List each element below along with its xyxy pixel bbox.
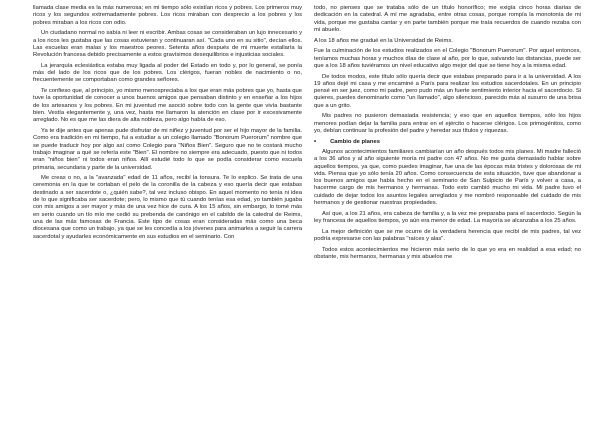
- paragraph: todo, no pienses que se trataba sólo de un título honorífico; me exigía cinco horas diarias de dedicación en la catedral. A mí me agradaba, entre otras cosas, porque rompía la monotonía de mi vida, porque me gustaba cantar y en parte también porque me traía recuerdos de cuando rezaba con mi abuelo.: [314, 5, 581, 33]
- paragraph: Me creas o no, a la "avanzada" edad de 11 años, recibí la tonsura. Te lo explico. Se trata de una ceremonia en la que te cortaban el pelo de la coronilla de la cabeza y eso quería decir que estabas destinado a ser sacerdote o, ¿quién sabe?, tal vez incluso obispo. En aquel momento no tenía ni idea de lo que significaba ser sacerdote; pero, lo mismo que tú cuando tenías esa edad, yo también jugaba con mis amigos a ser mayor y más de una vez hice de cura. A los 15 años, sin embargo, lo tomé más en serio cuando un tío mío me cedió su prebenda de canónigo en el cabildo de la catedral de Reims, una de las más famosas de Francia. Este tipo de cosas eran consideradas más como una beca diocesana que como un trabajo, ya que se les concedía a los jóvenes para animarles a seguir la carrera sacerdotal y ayudarles económicamente en sus estudios en el seminario. Con: [33, 175, 302, 240]
- paragraph: Fue la culminación de los estudios realizados en el Colegio "Bonorum Puerorum". Por aquel entonces, teníamos muchas horas y muchos días de clase al año, por lo que, salvando las distancias, puede ser que a los 18 años tuviéramos un nivel educativo algo mejor del que se tiene hoy a la misma edad.: [314, 48, 581, 69]
- bullet-icon: •: [314, 138, 317, 145]
- paragraph: Así que, a los 21 años, era cabeza de familia y, a la vez me preparaba para el sacerdocio. Según la ley francesa de aquellos tiempos, yo aún era menor de edad. La mayoría se alcanzaba a los 25 años.: [314, 210, 581, 225]
- left-column: [33, 5, 302, 244]
- paragraph: Te confieso que, al principio, yo mismo menospreciaba a los que eran más pobres que yo, hasta que tuve la oportunidad de conocer a unos buenos amigos que pensaban distinto y en enseñar a los hijos de los artesanos y los pobres. En mi juventud me asoció sobre todo con la gente que vivía bastante bien. Vestía elegantemente y, una vez, hasta me llamaron la atención en clase por ir excesivamente arreglado. No es que me las diera de alta nobleza, pero algo había de eso.: [33, 88, 302, 124]
- section-heading: [314, 139, 581, 146]
- paragraph: Un ciudadano normal no sabía ni leer ni escribir. Ambas cosas se consideraban un lujo innecesario y a los ricos les gustaba que las cosas estuvieran y continuaran así. "Cada uno en su sitio", decían ellos. Las escuelas eran malas y los maestros peores. Setenta años después de mi muerte estallaría la Revolución francesa debido precisamente a estos gravísimos desequilibrios e injusticias sociales.: [33, 30, 302, 59]
- paragraph: De todos modos, este título sólo quería decir que estabas preparado para ir a la universidad. A los 19 años dejé mi casa y me encaminé a París para realizar los estudios sacerdotales. En un principio pensé en ser juez, como mi padre, pero pudo más un fuerte sentimiento interior hacia el sacerdocio. Si quieres, puedes denominarlo como "un llamado", algo silencioso, parecido más al susurro de una brisa que a un grito.: [314, 73, 581, 109]
- paragraph: Todos estos acontecimientos me hicieron más serio de lo que yo era en realidad a esa edad; no obstante, mis hermanos, hermanas y mis abuelos me: [314, 246, 581, 261]
- right-column: [314, 5, 581, 265]
- paragraph: La jerarquía eclesiástica estaba muy ligada al poder del Estado en todo y, por lo general, se ponía más del lado de los ricos que de los pobres. Los clérigos, fueran nobles de nacimiento o no, frecuentemente se comportaban como grandes señores.: [33, 62, 302, 84]
- section-heading-text: Cambio de planes: [330, 138, 380, 145]
- paragraph: Algunos acontecimientos familiares cambiarían un año después todos mis planes. Mi madre falleció a los 36 años y al año siguiente moría mi padre con 47 años. No me gusta demasiado hablar sobre aquellos tiempos, ya que, como puedes imaginar, fue una de las épocas más tristes y dolorosas de mi vida. Piensa que yo sólo tenía 20 años. Como consecuencia de esta situación, tuve que abandonar a los buenos amigos que había hecho en el seminario de San Sulpicio de París y volver a casa, a hacerme cargo de mis hermanos y hermanas. Todo esto cambió mucho mi vida. Mi padre tuvo el cuidado de dejar todos los asuntos legales arreglados y me nombró responsable del cuidado de mis hermanos y de gestionar nuestras propiedades.: [314, 149, 581, 207]
- paragraph: llamada clase media es la más numerosa; en mi tiempo sólo existían ricos y pobres. Los primeros muy ricos y los segundos extremadamente pobres. Los ricos miraban con desprecio a los pobres y los pobres miraban a los ricos con odio.: [33, 5, 302, 26]
- paragraph: A los 18 años me gradué en la Universidad de Reims.: [314, 37, 453, 44]
- paragraph: La mejor definición que se me ocurre de la verdadera herencia que recibí de mis padres, tal vez podría expresarse con las palabras "raíces y alas".: [314, 228, 581, 243]
- paragraph: Ya te dije antes que apenas pude disfrutar de mi niñez y juventud por ser el hijo mayor de la familia. Como era tradición en mi tiempo, fui a estudiar a un colegio llamado "Bonorum Puerorum" nombre que se puede traducir hoy por algo así como Colegio para "Niños Bien". Seguro que no te costará mucho trabajo imaginar a qué se refería este "Bien". El nombre no siempre era adecuado, puesto que ni todos eran "niños bien" ni todos eran niños. Allí estudié todo lo que se podía considerar como escuela primaria, secundaria y parte de la universidad.: [33, 128, 302, 171]
- paragraph: Mis padres no pusieron demasiada resistencia; y eso que en aquellos tiempos, sólo los hijos menores podían dejar la familia para entrar en el ejército o hacerse clérigos. Los primogénitos, como yo, debían continuar la profesión del padre y heredar sus títulos y riquezas.: [314, 113, 581, 135]
